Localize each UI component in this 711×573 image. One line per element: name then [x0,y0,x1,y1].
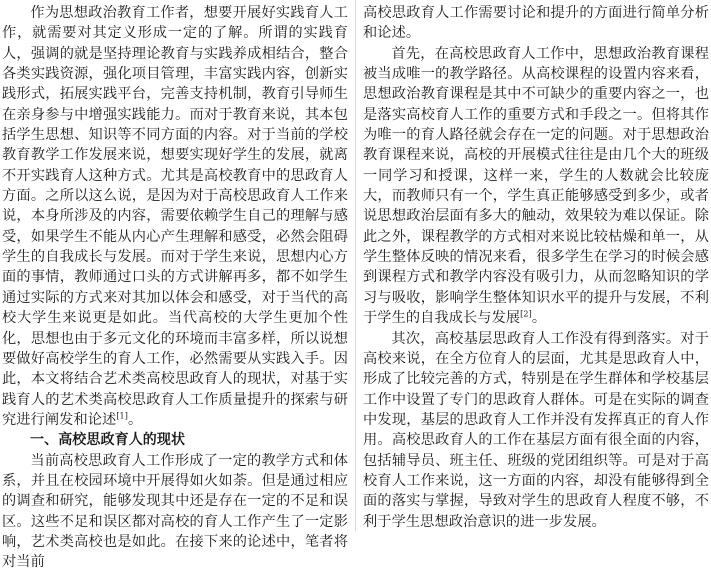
paragraph-end: 。 [531,310,547,327]
section-heading: 一、高校思政育人的现状 [30,432,186,449]
column-divider [355,0,356,531]
paragraph-text: 作为思想政治教育工作者，想要开展好实践育人工作，就需要对其定义形成一定的了解。所谓的实践育人，强调的就是坚持理论教育与实践养成相结合，整合各类实践资源，强化项目管理，丰富实践内容，创新实践形式，拓展实践平台，完善支持机制，教育引导师生在亲身参与中增强实践能力。而对于教育来说，其本包括学生思想、知识等不同方面的内容。对于当前的学校教育教学工作发展来说，想要实现好学生的发展，就离不开实践育人这种方式。尤其是高校教育中的思政育人方面。之所以这么说，是因为对于高校思政育人工作来说，本身所涉及的内容，需要依赖学生自己的理解与感受，如果学生不能从内心产生理解和感受，必然会阻碍学生的自我成长与发展。而对于学生来说，思想内心方面的事情，教师通过口头的方式讲解再多，都不如学生通过实际的方式来对其加以体会和感受，对于当代的高校大学生来说更是如此。当代高校的大学生更加个性化，思想也由于多元文化的环境而丰富多样，所以说想要做好高校学生的育人工作，必然需要从实践入手。因此，本文将结合艺术类高校思政育人的现状，对基于实践育人的艺术类高校思政育人工作质量提升的探索与研究进行阐发和论述 [2,5,348,428]
paragraph-text: 首先，在高校思政育人工作中，思想政治教育课程被当成唯一的教学路径。从高校课程的设置内容来看，思想政治教育课程是其中不可缺少的重要内容之一，也是落实高校育人工作的重要方式和手段之一。但将其作为唯一的育人路径就会存在一定的问题。对于思想政治教育课程来说，高校的开展模式往往是由几个大的班级一同学习和授课，这样一来，学生的人数就会比较庞大，而教师只有一个，学生真正能够感受到多少，或者说思想政治层面有多大的触动，效果较为难以保证。除此之外，课程教学的方式相对来说比较枯燥和单一，从学生整体反映的情况来看，很多学生在学习的时候会感到课程方式和教学内容没有吸引力，从而忽略知识的学习与吸收，影响学生整体知识水平的提升与发展，不利于学生的自我成长与发展 [363,45,709,327]
citation-ref: [2] [520,309,532,319]
paragraph [2,3,348,430]
paragraph: 当前高校思政育人工作形成了一定的教学方式和体系，并且在校园环境中开展得如火如荼。但是通过相应的调查和研究，能够发现其中还是存在一定的不足和误区。这些不足和误区都对高校的育人工作产生了一定影响，艺术类高校也是如此。在接下来的论述中，笔者将对当前 [2,452,348,571]
paragraph [363,44,709,329]
paragraph-continuation: 高校思政育人工作需要讨论和提升的方面进行简单分析和论述。 [363,5,709,42]
paragraph-end: 。 [127,411,143,428]
citation-ref: [1] [116,411,128,421]
right-column [363,3,709,532]
paragraph: 其次，高校基层思政育人工作没有得到落实。对于高校来说，在全方位育人的层面，尤其是思政育人中，形成了比较完善的方式，特别是在学生群体和学校基层工作中设置了专门的思政育人群体。可是在实际的调查中发现，基层的思政育人工作并没有发挥真正的育人作用。高校思政育人的工作在基层方面有很全面的内容，包括辅导员、班主任、班级的党团组织等。可是对于高校育人工作来说，这一方面的内容，却没有能够得到全面的落实与掌握，导致对学生的思政育人程度不够，不利于学生思想政治意识的进一步发展。 [363,330,709,530]
left-column [2,3,348,573]
